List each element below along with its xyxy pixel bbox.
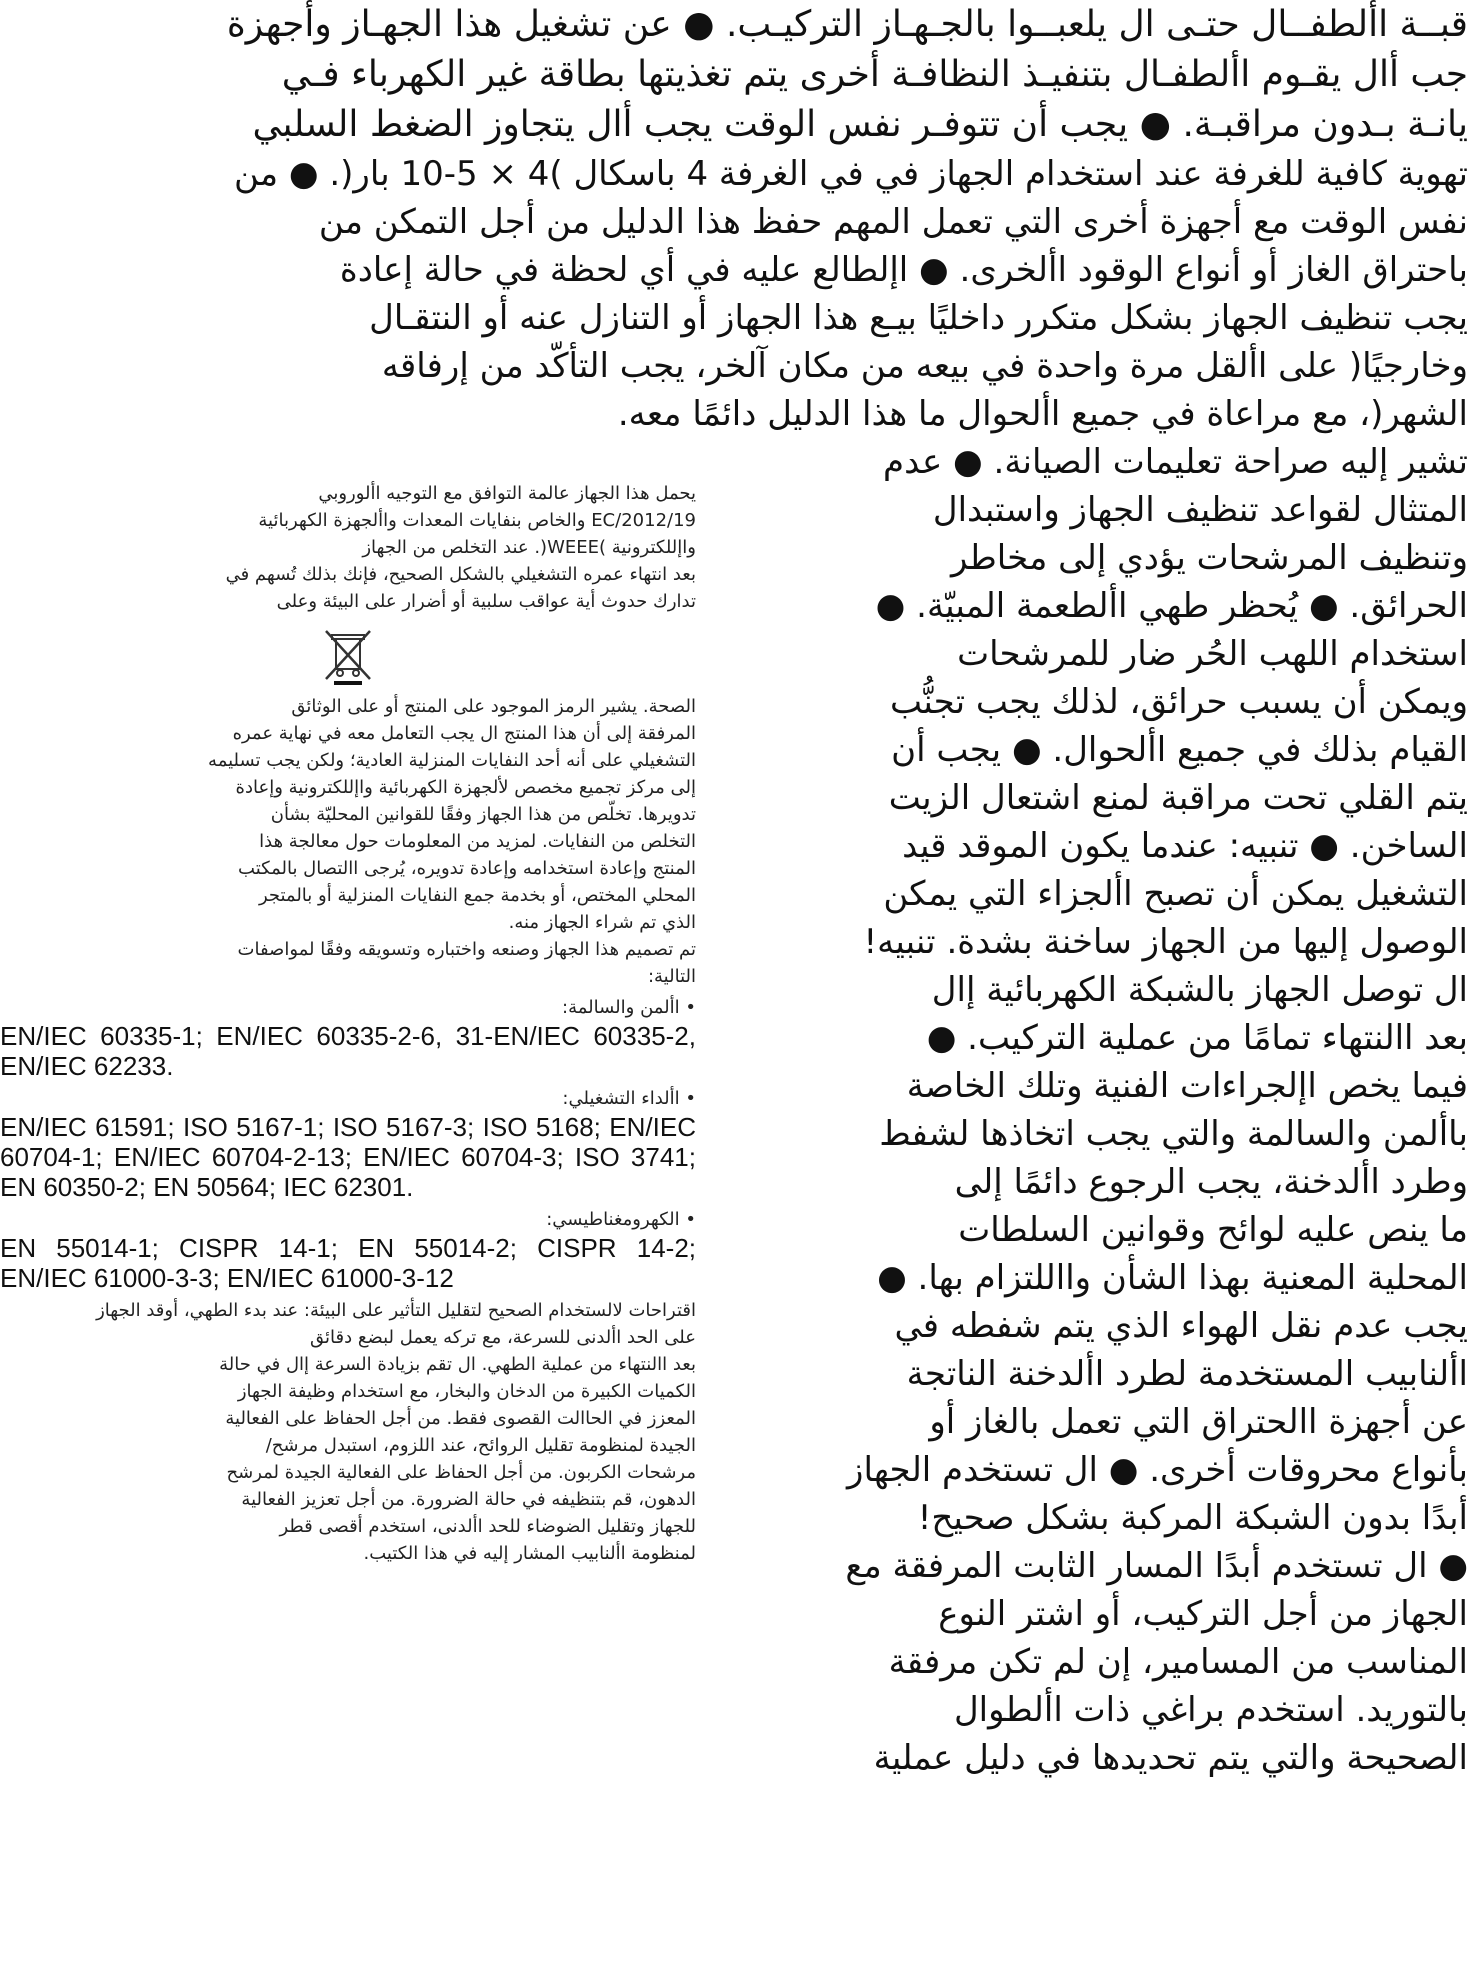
text-line: الجهاز من أجل التركيب، أو اشتر النوع bbox=[938, 1594, 1468, 1634]
text-line: يتم القلي تحت مراقبة لمنع اشتعال الزيت bbox=[888, 778, 1468, 818]
text-line: وتنظيف المرشحات يؤدي إلى مخاطر bbox=[950, 538, 1468, 578]
text-line: المحلية المعنية بهذا الشأن وااللتزام بها. ● bbox=[877, 1258, 1468, 1298]
text-line: ويمكن أن يسبب حرائق، لذلك يجب تجنُّب bbox=[890, 682, 1468, 722]
text-line: ال توصل الجهاز بالشبكة الكهربائية إال bbox=[931, 970, 1468, 1010]
text-line: وخارجيًا( على األقل مرة واحدة في بيعه من مكان آلخر، يجب التأكّد من إرفاقه bbox=[381, 346, 1468, 386]
text-line: قبــة األطفــال حتـى ال يلعبــوا بالجـهـاز التركيـب. ● عن تشغيل هذا الجهـاز وأجهزة bbox=[226, 4, 1468, 45]
text-line: الشهر(، مع مراعاة في جميع األحوال ما هذا الدليل دائمًا معه. bbox=[617, 394, 1468, 434]
text-line: التالية: bbox=[647, 966, 696, 987]
text-line: الكميات الكبيرة من الدخان والبخار، مع استخدام وظيفة الجهاز bbox=[237, 1381, 696, 1402]
text-line: باحتراق الغاز أو أنواع الوقود األخرى. ● اإلطالع عليه في أي لحظة في حالة إعادة bbox=[339, 250, 1468, 290]
text-line: عن أجهزة االحتراق التي تعمل بالغاز أو bbox=[929, 1402, 1468, 1442]
text-line: بعد االنتهاء تمامًا من عملية التركيب. ● bbox=[926, 1018, 1468, 1058]
emc-standards-label bbox=[0, 1206, 696, 1233]
text-line: للجهاز وتقليل الضوضاء للحد األدنى، استخدم أقصى قطر bbox=[279, 1516, 696, 1537]
standards-text: EN/IEC 61591; ISO 5167-1; ISO 5167-3; ISO 5168; EN/IEC 60704-1; EN/IEC 60704-2-13; EN/IEC 60704-3; ISO 3741; EN 60350-2; EN 50564; IEC 62301. bbox=[0, 1112, 696, 1202]
text-line: الوصول إليها من الجهاز ساخنة بشدة. تنبيه! bbox=[863, 922, 1468, 962]
text-line: لمنظومة األنابيب المشار إليه في هذا الكتيب. bbox=[363, 1543, 696, 1564]
text-line: يحمل هذا الجهاز عالمة التوافق مع التوجيه األوروبي bbox=[318, 483, 696, 504]
text-line: الصحيحة والتي يتم تحديدها في دليل عملية bbox=[873, 1738, 1468, 1778]
standards-label: • األداء التشغيلي: bbox=[562, 1088, 696, 1109]
text-line: المحلي المختص، أو بخدمة جمع النفايات المنزلية أو بالمتجر bbox=[258, 885, 696, 906]
text-line: باألمن والسالمة والتي يجب اتخاذها لشفط bbox=[879, 1114, 1468, 1154]
text-line: أبدًا بدون الشبكة المركبة بشكل صحيح! bbox=[917, 1498, 1468, 1538]
text-line: على الحد األدنى للسرعة، مع تركه يعمل لبضع دقائق bbox=[310, 1327, 696, 1348]
weee-paragraph bbox=[0, 480, 696, 615]
safety-standards-label bbox=[0, 994, 696, 1021]
safety-standards bbox=[0, 1021, 696, 1081]
text-line: المنتج وإعادة استخدامه وإعادة تدويره، يُرجى االتصال بالمكتب bbox=[238, 858, 696, 879]
emc-standards bbox=[0, 1233, 696, 1293]
text-line: تم تصميم هذا الجهاز وصنعه واختباره وتسويقه وفقًا لمواصفات bbox=[237, 939, 696, 960]
weee-bin-icon bbox=[318, 625, 378, 685]
text-line: إلى مركز تجميع مخصص لألجهزة الكهربائية واإللكترونية وإعادة bbox=[235, 777, 696, 798]
text-line: األنابيب المستخدمة لطرد األدخنة الناتجة bbox=[906, 1354, 1468, 1394]
text-line: المرفقة إلى أن هذا المنتج ال يجب التعامل معه في نهاية عمره bbox=[232, 723, 696, 744]
text-line: بالتوريد. استخدم براغي ذات األطوال bbox=[953, 1690, 1468, 1730]
text-line: ما ينص عليه لوائح وقوانين السلطات bbox=[958, 1210, 1468, 1250]
text-line: المناسب من المسامير، إن لم تكن مرفقة bbox=[888, 1642, 1468, 1682]
text-line: تهوية كافية للغرفة عند استخدام الجهاز في في الغرفة 4 باسكال )4 × 5-10 بار(. ● من bbox=[233, 154, 1468, 194]
text-line: 2012/19/EC والخاص بنفايات المعدات واألجهزة الكهربائية bbox=[258, 510, 696, 531]
text-line: بعد انتهاء عمره التشغيلي بالشكل الصحيح، فإنك بذلك تُسهم في bbox=[225, 564, 696, 585]
text-line: الصحة. يشير الرمز الموجود على المنتج أو على الوثائق bbox=[291, 696, 696, 717]
standards-text: EN 55014-1; CISPR 14-1; EN 55014-2; CISPR 14-2; EN/IEC 61000-3-3; EN/IEC 61000-3-12 bbox=[0, 1233, 696, 1293]
text-line: تدارك حدوث أية عواقب سلبية أو أضرار على البيئة وعلى bbox=[276, 591, 696, 612]
top-paragraph bbox=[0, 0, 1468, 150]
standards-label: • الكهرومغناطيسي: bbox=[546, 1209, 696, 1230]
text-line: الدهون، قم بتنظيفه في حالة الضرورة. من أجل تعزيز الفعالية bbox=[241, 1489, 696, 1510]
text-line: واإللكترونية )WEEE(. عند التخلص من الجهاز bbox=[362, 537, 696, 558]
text-line: التشغيل يمكن أن تصبح األجزاء التي يمكن bbox=[883, 874, 1468, 914]
text-line: فيما يخص اإلجراءات الفنية وتلك الخاصة bbox=[906, 1066, 1468, 1106]
performance-standards bbox=[0, 1112, 696, 1202]
text-line: يجب تنظيف الجهاز بشكل متكرر داخليًا بيـع هذا الجهاز أو التنازل عنه أو النتقـال bbox=[369, 298, 1468, 338]
performance-standards-label bbox=[0, 1085, 696, 1112]
left-column bbox=[0, 150, 696, 1979]
text-line: اقتراحات لالستخدام الصحيح لتقليل التأثير على البيئة: عند بدء الطهي، أوقد الجهاز bbox=[96, 1300, 696, 1321]
text-line: تشير إليه صراحة تعليمات الصيانة. ● عدم bbox=[883, 442, 1468, 482]
text-line: الجيدة لمنظومة تقليل الروائح، عند اللزوم، استبدل مرشح/ bbox=[265, 1435, 696, 1456]
text-line: يانـة بـدون مراقبـة. ● يجب أن تتوفـر نفس الوقت يجب أال يتجاوز الضغط السلبي bbox=[252, 104, 1468, 145]
disposal-paragraph bbox=[0, 693, 696, 990]
text-line: تدويرها. تخلّص من هذا الجهاز وفقًا للقوانين المحليّة بشأن bbox=[270, 804, 696, 825]
text-line: التخلص من النفايات. لمزيد من المعلومات حول معالجة هذا bbox=[259, 831, 696, 852]
text-line: القيام بذلك في جميع األحوال. ● يجب أن bbox=[891, 730, 1468, 770]
text-line: يجب عدم نقل الهواء الذي يتم شفطه في bbox=[894, 1306, 1468, 1346]
eco-tips-paragraph bbox=[0, 1297, 696, 1567]
text-line: استخدام اللهب الحُر ضار للمرشحات bbox=[957, 634, 1468, 674]
text-line: الساخن. ● تنبيه: عندما يكون الموقد قيد bbox=[902, 826, 1468, 866]
text-line: ● ال تستخدم أبدًا المسار الثابت المرفقة مع bbox=[845, 1546, 1468, 1586]
text-line: الذي تم شراء الجهاز منه. bbox=[508, 912, 696, 933]
text-line: مرشحات الكربون. من أجل الحفاظ على الفعالية الجيدة لمرشح bbox=[226, 1462, 696, 1483]
text-line: المتثال لقواعد تنظيف الجهاز واستبدال bbox=[932, 490, 1468, 530]
standards-text: EN/IEC 60335-1; EN/IEC 60335-2-6, 31-EN/IEC 60335-2, EN/IEC 62233. bbox=[0, 1021, 696, 1081]
text-line: وطرد األدخنة، يجب الرجوع دائمًا إلى bbox=[954, 1162, 1468, 1202]
text-line: المعزز في الحاالت القصوى فقط. من أجل الحفاظ على الفعالية bbox=[225, 1408, 696, 1429]
text-line: التشغيلي على أنه أحد النفايات المنزلية العادية؛ ولكن يجب تسليمه bbox=[208, 750, 696, 771]
text-line: الحرائق. ● يُحظر طهي األطعمة المبيّة. ● bbox=[875, 586, 1468, 626]
text-line: جب أال يقـوم األطفـال بتنفيـذ النظافـة أخرى يتم تغذيتها بطاقة غير الكهرباء فـي bbox=[281, 54, 1468, 95]
text-line: بعد االنتهاء من عملية الطهي. ال تقم بزيادة السرعة إال في حالة bbox=[219, 1354, 696, 1375]
text-line: بأنواع محروقات أخرى. ● ال تستخدم الجهاز bbox=[847, 1450, 1468, 1490]
standards-label: • األمن والسالمة: bbox=[562, 997, 696, 1018]
text-line: نفس الوقت مع أجهزة أخرى التي تعمل المهم حفظ هذا الدليل من أجل التمكن من bbox=[318, 202, 1468, 242]
